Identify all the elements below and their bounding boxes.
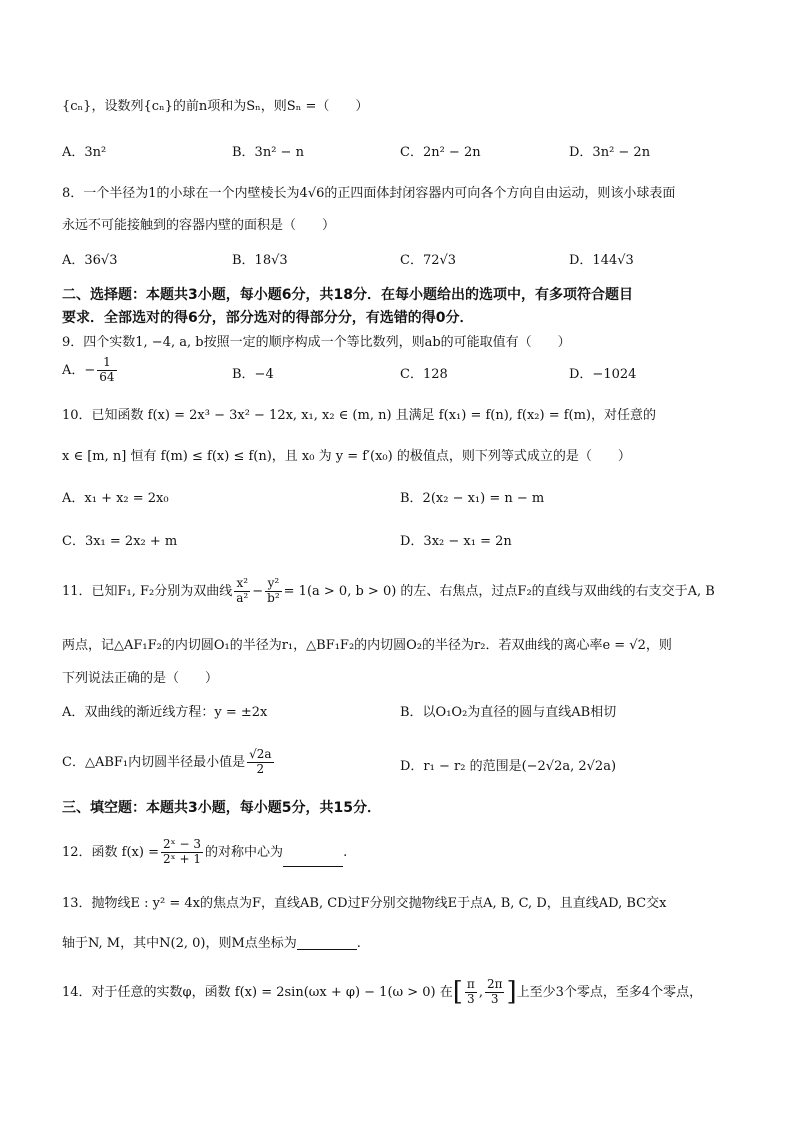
section-2-heading-line1: 二、选择题：本题共3小题，每小题6分，共18分．在每小题给出的选项中，有多项符合题目 [62,287,633,303]
q7-option-b: B．3n² − n [232,145,304,160]
q14-fraction-1-num: π [466,977,475,991]
q11-line3: 下列说法正确的是（ ） [62,671,219,686]
q10-option-c: C．3x₁ = 2x₂ + m [62,534,178,549]
q11-suffix: = 1(a > 0, b > 0) 的左、右焦点，过点F₂的直线与双曲线的右支交于A, B [283,583,715,599]
q14-left-bracket: [ [452,977,463,1008]
q13-line2-text: 轴于N, M，其中N(2, 0)，则M点坐标为 [62,936,297,951]
section-3-heading: 三、填空题：本题共3小题，每小题5分，共15分． [62,800,381,816]
q7-option-c: C．2n² − 2n [400,145,481,160]
q12-prefix: 12．函数 f(x) = [62,844,159,860]
q7-option-a: A．3n² [62,145,107,160]
q10-line1: 10．已知函数 f(x) = 2x³ − 3x² − 12x, x₁, x₂ ∈ (m, n) 且满足 f(x₁) = f(n), f(x₂) = f(m)，对任意的 [62,408,656,423]
q12-fraction-num: 2ˣ − 3 [163,837,202,851]
q11-fraction-y [265,577,282,606]
q12-fraction-den: 2ˣ + 1 [163,851,202,866]
q9-option-a-fraction [97,356,116,385]
q14-fraction-2 [485,978,505,1007]
q14-fraction-1-den: 3 [467,991,475,1006]
q14-fraction-1 [465,978,477,1007]
q12-answer-blank[interactable] [283,854,343,867]
q9-stem: 9．四个实数1, −4, a, b按照一定的顺序构成一个等比数列，则ab的可能取值有（ ） [62,335,571,350]
q13-line1: 13．抛物线E : y² = 4x的焦点为F，直线AB, CD过F分别交抛物线E于点A, B, C, D，且直线AD, BC交x [62,896,667,911]
q8-line1: 8．一个半径为1的小球在一个内壁棱长为4√6的正四面体封闭容器内可向各个方向自由运动，则该小球表面 [62,186,676,201]
q11-option-d: D．r₁ − r₂ 的范围是(−2√2a, 2√2a) [400,759,617,774]
q9-option-b: B．−4 [232,367,274,382]
q11-fraction-x-num: x² [234,577,250,592]
q8-option-d: D．144√3 [569,253,634,268]
section-2-heading-line2: 要求．全部选对的得6分，部分选对的得部分分，有选错的得0分． [62,310,474,326]
q9-option-a [62,356,119,385]
q8-option-b: B．18√3 [232,253,288,268]
q8-line2: 永远不可能接触到的容器内壁的面积是（ ） [62,218,336,233]
q14-line1 [62,978,702,1007]
q9-option-a-prefix: A．− [62,362,96,378]
q14-prefix: 14．对于任意的实数φ，函数 f(x) = 2sin(ωx + φ) − 1(ω > 0) 在 [62,984,453,1000]
q11-fraction-y-num: y² [265,577,282,592]
q9-option-a-numerator: 1 [97,356,116,371]
q11-fraction-x-den: a² [236,590,249,605]
q12-fraction [161,838,203,867]
q12-end: . [343,844,348,860]
q13-end: . [356,936,361,951]
q9-option-d: D．−1024 [569,367,637,382]
q11-prefix: 11．已知F₁, F₂分别为双曲线 [62,583,233,599]
q13-line2 [62,937,361,950]
q10-option-d: D．3x₂ − x₁ = 2n [400,534,512,549]
q11-option-c-num: √2a [249,747,272,761]
q11-line1 [62,577,715,606]
q11-fraction-x [234,577,250,606]
q10-option-b: B．2(x₂ − x₁) = n − m [400,491,545,506]
q7-stem: {cₙ}，设数列{cₙ}的前n项和为Sₙ，则Sₙ =（ ） [62,99,369,114]
q11-option-b: B．以O₁O₂为直径的圆与直线AB相切 [400,705,617,720]
q12-suffix: 的对称中心为 [205,844,284,860]
q8-option-a: A．36√3 [62,253,118,268]
q9-option-a-denominator: 64 [99,369,115,384]
q7-option-d: D．3n² − 2n [569,145,651,160]
q12-line [62,838,347,867]
q11-option-c-den: 2 [256,761,265,776]
q8-option-c: C．72√3 [400,253,457,268]
q14-fraction-2-den: 3 [490,991,499,1006]
q11-option-c [62,748,276,777]
q11-option-c-fraction [247,748,273,777]
q14-right-bracket: ] [506,977,517,1008]
q9-option-c: C．128 [400,367,448,382]
q13-answer-blank[interactable] [297,937,357,950]
q14-comma: , [478,984,483,1000]
q10-line2: x ∈ [m, n] 恒有 f(m) ≤ f(x) ≤ f(n)，且 x₀ 为 y = f′(x₀) 的极值点，则下列等式成立的是（ ） [62,449,631,464]
q14-suffix: 上至少3个零点，至多4个零点， [516,984,703,1000]
q14-fraction-2-num: 2π [486,977,503,991]
q11-minus: − [252,583,264,599]
q11-fraction-y-den: b² [267,590,280,605]
q11-option-c-text: C．△ABF₁内切圆半径最小值是 [62,754,246,770]
q11-line2: 两点，记△AF₁F₂的内切圆O₁的半径为r₁，△BF₁F₂的内切圆O₂的半径为r₂．若双曲线的离心率e = √2，则 [62,638,672,653]
q10-option-a: A．x₁ + x₂ = 2x₀ [62,491,169,506]
q11-option-a: A．双曲线的渐近线方程：y = ±2x [62,705,268,720]
